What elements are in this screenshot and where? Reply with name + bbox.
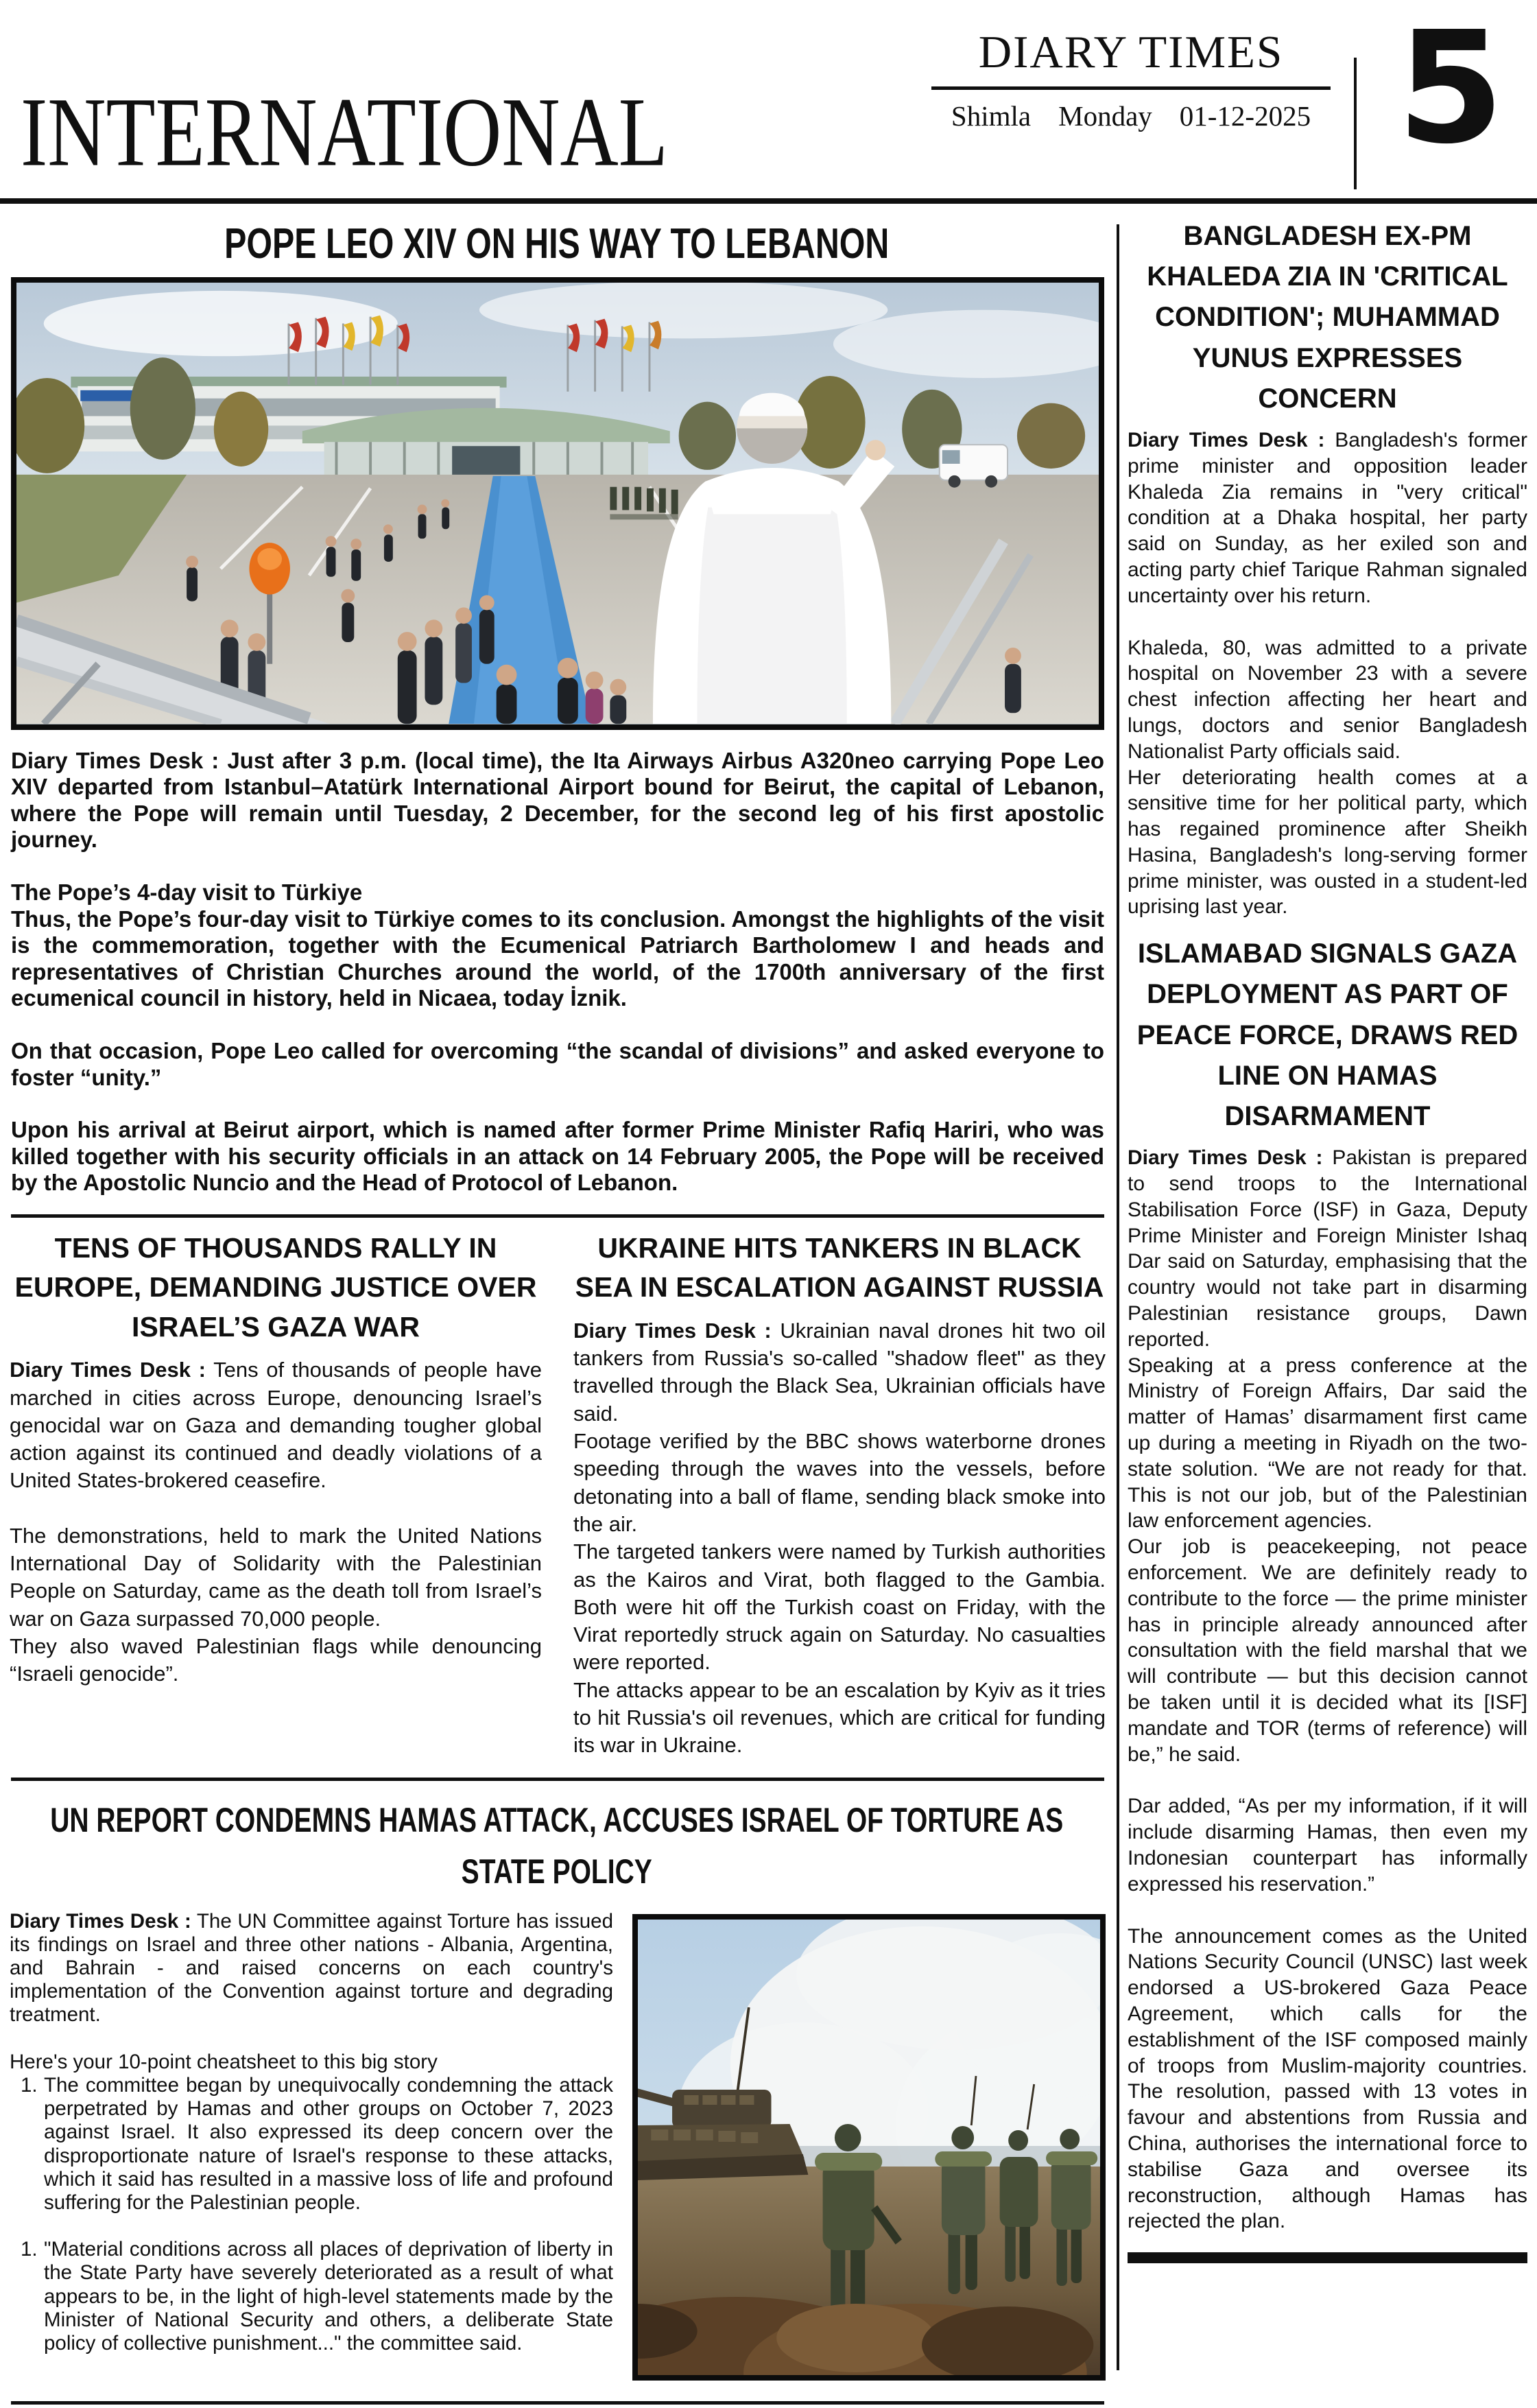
pope-lead: Diary Times Desk : Just after 3 p.m. (local time), the Ita Airways Airbus A320neo carrying Pope Leo XIV departed from Istanbul–Atatürk International Airport bound for Beirut, the capital of Lebanon, where the Pope will remain until Tuesday, 2 December, for the second leg of his first apostolic journey. xyxy=(11,747,1105,853)
section-rule-2 xyxy=(11,1778,1104,1781)
ukraine-headline: UKRAINE HITS TANKERS IN BLACK SEA IN ESCALATION AGAINST RUSSIA xyxy=(575,1232,1104,1303)
ukraine-article xyxy=(573,1229,1106,1760)
dateline-city: Shimla xyxy=(951,99,1032,132)
europe-para3: They also waved Palestinian flags while denouncing “Israeli genocide”. xyxy=(10,1633,542,1686)
pope-photo xyxy=(11,277,1104,729)
header-divider xyxy=(1354,58,1357,189)
islamabad-para3: Our job is peacekeeping, not peace enforcement. We are definitely ready to contribute to the force — the prime minister has in principle already announced after consultation with the field marshal that we will contribute — but this decision cannot be taken until it is decided what its [ISF] mandate and TOR (terms of reference) will be,” he said. xyxy=(1128,1535,1527,1766)
dateline-date: 01-12-2025 xyxy=(1179,99,1311,132)
cheatsheet-item xyxy=(10,2074,613,2215)
islamabad-lead: Diary Times Desk : Pakistan is prepared to send troops to the International Stabilisation Force (ISF) in Gaza, Deputy Prime Minister and Foreign Minister Ishaq Dar said on Saturday, emphasising that the country would not take part in disarming Palestinian resistance groups, Dawn reported. xyxy=(1128,1146,1527,1351)
soldiers-photo xyxy=(632,1914,1106,2381)
islamabad-para5: The announcement comes as the United Nations Security Council (UNSC) last week endorsed a US-brokered Gaza Peace Agreement, which calls for the establishment of the ISF composed mainly of troops from Muslim-majority countries. The resolution, passed with 13 votes in favour and abstentions from Russia and China, authorises the international force to stabilise Gaza and oversee its reconstruction, although Hamas has rejected the plan. xyxy=(1128,1924,1527,2233)
main-column xyxy=(10,204,1106,2405)
pope-para4: Upon his arrival at Beirut airport, which is named after former Prime Minister Rafiq Hariri, who was killed together with his security officials in an attack on 14 February 2005, the Pope will be received by the Apostolic Nuncio and the Head of Protocol of Lebanon. xyxy=(11,1117,1104,1196)
dateline-day: Monday xyxy=(1058,99,1152,132)
page-number: 5 xyxy=(1396,0,1505,178)
bangladesh-headline: BANGLADESH EX-PM KHALEDA ZIA IN 'CRITICAL CONDITION'; MUHAMMAD YUNUS EXPRESSES CONCERN xyxy=(1147,221,1508,414)
cheatsheet-item xyxy=(10,2238,613,2355)
side-bottom-bar xyxy=(1128,2252,1527,2263)
ukraine-para3: The targeted tankers were named by Turkish authorities as the Kairos and Virat, both flagged to the Gambia. Both were hit off the Turkish coast on Friday, with the Virat reportedly struck again on Saturday. No casualties were reported. xyxy=(573,1539,1106,1675)
europe-para2: The demonstrations, held to mark the United Nations International Day of Solidarity with the Palestinian People on Saturday, came as the death toll from Israel’s war on Gaza surpassed 70,000 people. xyxy=(10,1523,542,1631)
masthead xyxy=(0,0,1537,204)
islamabad-para4: Dar added, “As per my information, if it will include disarming Hamas, then even my Indonesian counterpart has informally expressed his reservation.” xyxy=(1128,1795,1527,1896)
section-title: INTERNATIONAL xyxy=(21,77,668,187)
ukraine-para4: The attacks appear to be an escalation by Kyiv as it tries to hit Russia's oil revenues, which are critical for funding its war in Ukraine. xyxy=(573,1677,1106,1758)
bangladesh-byline: Diary Times Desk : xyxy=(1128,428,1325,451)
pope-subhead: The Pope’s 4-day visit to Türkiye xyxy=(11,879,363,905)
column-divider xyxy=(1117,224,1119,2370)
ukraine-para2: Footage verified by the BBC shows waterborne drones speeding through the waves into the vessels, before detonating into a ball of flame, sending black smoke into the air. xyxy=(573,1429,1106,1536)
ukraine-byline: Diary Times Desk : xyxy=(573,1318,772,1343)
europe-headline: TENS OF THOUSANDS RALLY IN EUROPE, DEMANDING JUSTICE OVER ISRAEL’S GAZA WAR xyxy=(14,1232,537,1343)
islamabad-body xyxy=(1128,1145,1527,2234)
europe-article xyxy=(10,1229,542,1760)
duo-columns xyxy=(10,1229,1106,1760)
cheatsheet-item-number: 1. xyxy=(21,2238,38,2261)
brand-title: DIARY TIMES xyxy=(978,27,1284,78)
europe-body xyxy=(10,1356,542,1688)
pope-photo-illustration xyxy=(16,283,1099,724)
pope-para3: On that occasion, Pope Leo called for overcoming “the scandal of divisions” and asked everyone to foster “unity.” xyxy=(11,1038,1104,1090)
un-body xyxy=(10,1910,613,2381)
soldiers-photo-illustration xyxy=(638,1920,1100,2375)
bangladesh-para2: Khaleda, 80, was admitted to a private hospital on November 23 with a severe chest infection affecting her heart and lungs, doctors and senior Bangladesh Nationalist Party officials said. xyxy=(1128,636,1527,763)
europe-byline: Diary Times Desk : xyxy=(10,1358,206,1382)
section-rule-1 xyxy=(11,1214,1104,1218)
un-byline: Diary Times Desk : xyxy=(10,1909,191,1933)
un-cheatsheet-intro: Here's your 10-point cheatsheet to this big story xyxy=(10,2050,438,2073)
europe-lead: Diary Times Desk : Tens of thousands of people have marched in cities across Europe, denouncing Israel’s genocidal war on Gaza and demanding tougher global action against its continued and deadly violations of a United States-brokered ceasefire. xyxy=(10,1358,542,1493)
un-headline: UN REPORT CONDEMNS HAMAS ATTACK, ACCUSES ISRAEL OF TORTURE AS STATE POLICY xyxy=(50,1800,1064,1891)
pope-body xyxy=(11,748,1104,1197)
brand-rule xyxy=(931,86,1331,90)
pope-para2: Thus, the Pope’s four-day visit to Türkiye comes to its conclusion. Amongst the highlights of the visit is the commemoration, together with the Ecumenical Patriarch Bartholomew I and heads and representatives of Christian Churches around the world, of the 1700th anniversary of the first ecumenical council in history, held in Nicaea, today İznik. xyxy=(11,906,1104,1011)
pope-byline: Diary Times Desk : xyxy=(11,747,219,773)
cheatsheet-item-number: 1. xyxy=(21,2073,38,2097)
un-article-row xyxy=(10,1910,1106,2381)
bangladesh-para3: Her deteriorating health comes at a sensitive time for her political party, which has regained prominence after Sheikh Hasina, Bangladesh's long-serving former prime minister, was ousted in a student-led uprising last year. xyxy=(1128,766,1527,919)
content-area xyxy=(0,204,1537,2405)
brand-block xyxy=(931,27,1331,132)
islamabad-para2: Speaking at a press conference at the Ministry of Foreign Affairs, Dar said the matter of Hamas’ disarmament first came up during a meeting in Riyadh on the two-state solution. “We are not ready for that. This is not our job, but of the Palestinian law enforcement agencies. xyxy=(1128,1354,1527,1533)
bangladesh-lead: Diary Times Desk : Bangladesh's former prime minister and opposition leader Khaleda Zia remains in "very critical" condition at a Dhaka hospital, her party said on Sunday, as her exiled son and acting party chief Tarique Rahman signaled uncertainty over his return. xyxy=(1128,428,1527,607)
dateline xyxy=(931,99,1331,132)
pope-headline: POPE LEO XIV ON HIS WAY TO LEBANON xyxy=(224,220,890,268)
un-lead: Diary Times Desk : The UN Committee against Torture has issued its findings on Israel and three other nations - Albania, Argentina, and Bahrain - and raised concerns on each country's implementation of the Convention against torture and degrading treatment. xyxy=(10,1909,613,2027)
islamabad-byline: Diary Times Desk : xyxy=(1128,1146,1323,1170)
cheatsheet-item-text: The committee began by unequivocally condemning the attack perpetrated by Hamas and other groups on October 7, 2023 against Israel. It also expressed its deep concern over the disproportionate nature of Israel's response to these attacks, which it said has resulted in a massive loss of life and profound suffering for the Palestinian people. xyxy=(44,2073,613,2215)
ukraine-lead: Diary Times Desk : Ukrainian naval drones hit two oil tankers from Russia's so-called "shadow fleet" as they travelled through the Black Sea, Ukrainian officials have said. xyxy=(573,1318,1106,1426)
ukraine-body xyxy=(573,1317,1106,1760)
foreground-rocks xyxy=(638,2297,1093,2375)
islamabad-headline: ISLAMABAD SIGNALS GAZA DEPLOYMENT AS PART OF PEACE FORCE, DRAWS RED LINE ON HAMAS DISARMAMENT xyxy=(1136,939,1518,1132)
side-column xyxy=(1128,204,1527,2405)
main-bottom-bar xyxy=(11,2401,1104,2405)
bangladesh-body xyxy=(1128,427,1527,920)
cheatsheet-item-text: "Material conditions across all places of deprivation of liberty in the State Party have severely deteriorated as a result of what appears to be, in the light of high-level statements made by the Minister of National Security and others, a deliberate State policy of collective punishment..." the committee said. xyxy=(44,2238,613,2355)
